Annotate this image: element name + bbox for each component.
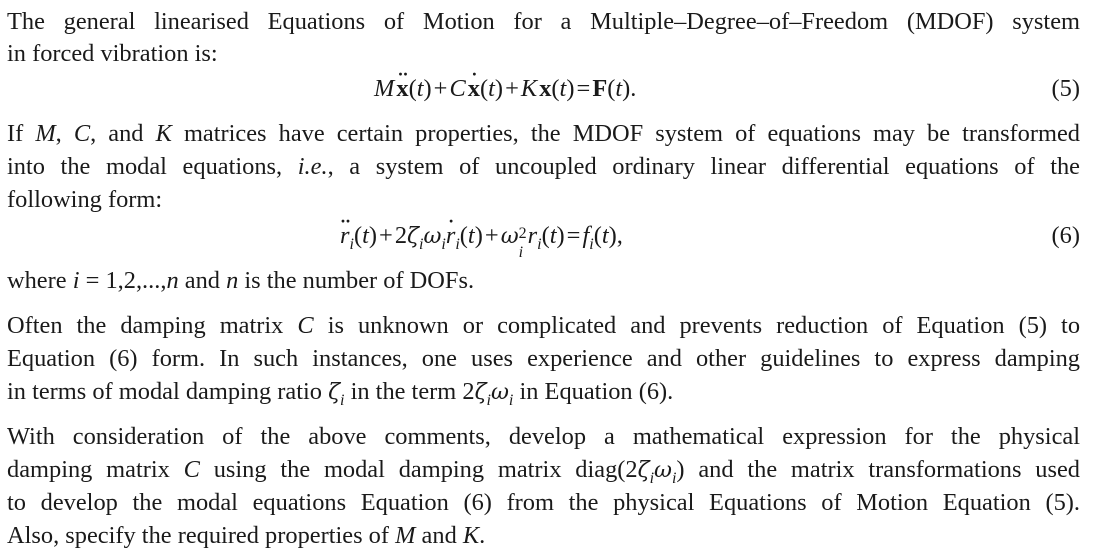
where-n2: n [226, 267, 239, 294]
eq6-omega2: ω [500, 224, 519, 249]
eq6-i2: i [418, 235, 424, 253]
eq6-r-dot: · r [446, 220, 456, 252]
damping-line-3-a: in terms of modal damping ratio [7, 378, 322, 405]
question-line-4 [7, 520, 1080, 552]
modal-line-3: following form: [7, 186, 163, 213]
modal-line-2-b: , a system of uncoupled ordinary linear differential equations of the [327, 153, 1080, 180]
where-and: and [184, 267, 220, 294]
question-line-1: With consideration of the above comments, develop a mathematical expression for the physical [7, 423, 1080, 450]
damping-two: 2 [462, 378, 475, 405]
question-K: K [462, 522, 480, 549]
where-range: 1,2,..., [105, 267, 167, 294]
eq5-x: x [539, 75, 552, 102]
modal-C: C [73, 120, 91, 147]
eq6-zeta: ζ [407, 224, 419, 249]
eq6-t1: t [362, 222, 369, 249]
question-line-2 [7, 454, 1080, 487]
eq5-t4: t [615, 75, 623, 102]
eq6-plus1: + [379, 222, 393, 249]
modal-if: If [7, 120, 24, 147]
modal-K: K [155, 120, 172, 147]
question-omega: ω [654, 458, 672, 483]
intro-line-1: The general linearised Equations of Motion for a Multiple–Degree–of–Freedom (MDOF) system [7, 8, 1080, 35]
eq5-K: K [520, 75, 538, 102]
equation-6 [7, 220, 1080, 261]
question-M: M [395, 522, 416, 549]
eq5-x-ddot: ·· x [396, 73, 408, 105]
eq6-t2: t [467, 222, 475, 249]
where-i: i [72, 267, 80, 294]
damping-i2: i [486, 391, 491, 409]
damping-line-3-b: in the term [350, 378, 457, 405]
question-and: and [421, 522, 457, 549]
question-C: C [183, 456, 200, 483]
equation-5 [7, 73, 1080, 105]
eq6-equals: = [566, 222, 581, 249]
modal-line-2-a: into the modal equations, [7, 153, 283, 180]
where-line [7, 265, 1080, 297]
modal-M: M [35, 120, 56, 147]
eq6-plus2: + [484, 222, 499, 249]
damping-line-3-c: in Equation (6). [519, 378, 674, 405]
modal-line-2 [7, 151, 1080, 183]
damping-zeta: ζ [328, 380, 341, 405]
eq6-i1: i [349, 235, 354, 253]
eq6-i3: i [441, 235, 446, 253]
where-equals: = [85, 267, 100, 294]
eq5-t3: t [559, 75, 567, 102]
eq5-end: . [630, 75, 637, 102]
eq6-r-ddot: ·· r [340, 220, 350, 252]
modal-and: , and [90, 120, 144, 147]
damping-i3: i [508, 391, 514, 409]
eq6-end: , [616, 222, 623, 249]
damping-line-2: Equation (6) form. In such instances, one uses experience and other guidelines to express damping [7, 345, 1080, 372]
damping-line-3 [7, 376, 1080, 409]
eq5-t2: t [488, 75, 495, 102]
question-line-2-c: ) and the matrix transformations used [676, 456, 1080, 483]
where-n1: n [166, 267, 179, 294]
question-i2: i [671, 469, 677, 487]
damping-line-1-a: Often the damping matrix [7, 312, 284, 339]
eq5-x-dot: · x [468, 73, 480, 105]
eq6-i6: i [537, 235, 542, 253]
damping-C: C [297, 312, 314, 339]
modal-line-1-suffix: matrices have certain properties, the MDOF system of equations may be transformed [183, 120, 1080, 147]
eq5-plus1: + [433, 75, 448, 102]
where-suffix: is the number of DOFs. [244, 267, 475, 294]
eq5-M: M [374, 75, 395, 102]
damping-line-1-b: is unknown or complicated and prevents reduction of Equation (5) to [327, 312, 1081, 339]
damping-i1: i [340, 391, 345, 409]
intro-line-2: in forced vibration is: [7, 40, 218, 67]
question-period: . [479, 522, 486, 549]
eq5-t1: t [416, 75, 424, 102]
eq6-omega1: ω [423, 224, 442, 249]
question-line-3: to develop the modal equations Equation (6) from the physical Equations of Motion Equation (5). [7, 489, 1080, 516]
eq6-f: f [582, 222, 590, 249]
equation-6-number: (6) [1051, 222, 1080, 249]
question-i1: i [649, 469, 655, 487]
damping-line-1 [7, 310, 1080, 342]
question-zeta: ζ [637, 458, 650, 483]
eq5-plus2: + [505, 75, 519, 102]
equation-5-number: (5) [1051, 75, 1080, 102]
question-line-2-b: using the modal damping matrix diag(2 [213, 456, 638, 483]
eq6-t3: t [549, 222, 557, 249]
question-line-4-a: Also, specify the required properties of [7, 522, 389, 549]
eq5-C: C [449, 75, 466, 102]
where-prefix: where [7, 267, 67, 294]
damping-zeta-2: ζ [474, 380, 487, 405]
eq6-i4: i [455, 235, 460, 253]
equation-6-expression: ·· $r_i(t)$ + $2\zeta_i\omega_i\cdot r_i(t)$ + ω 2 i $r_i(t)$ = $f_i(t)$, [340, 220, 623, 253]
eq5-equals: = [576, 75, 591, 102]
eq6-i7: i [589, 235, 594, 253]
damping-omega: ω [490, 380, 509, 405]
equation-5-expression: M ·· x(t) + C · x(t) + K x(t) = F(t). [374, 73, 636, 105]
eq6-t4: t [601, 222, 609, 249]
eq6-r: r [527, 222, 538, 249]
eq6-two: 2 [394, 222, 408, 249]
modal-ie: i.e. [297, 153, 328, 180]
modal-line-1: If M, C, and K matrices have certain properties, the MDOF system of equations may be transformed [7, 120, 1080, 147]
eq6-i5: i [518, 244, 524, 261]
eq5-F: F [592, 75, 608, 102]
question-line-2-a: damping matrix [7, 456, 170, 483]
